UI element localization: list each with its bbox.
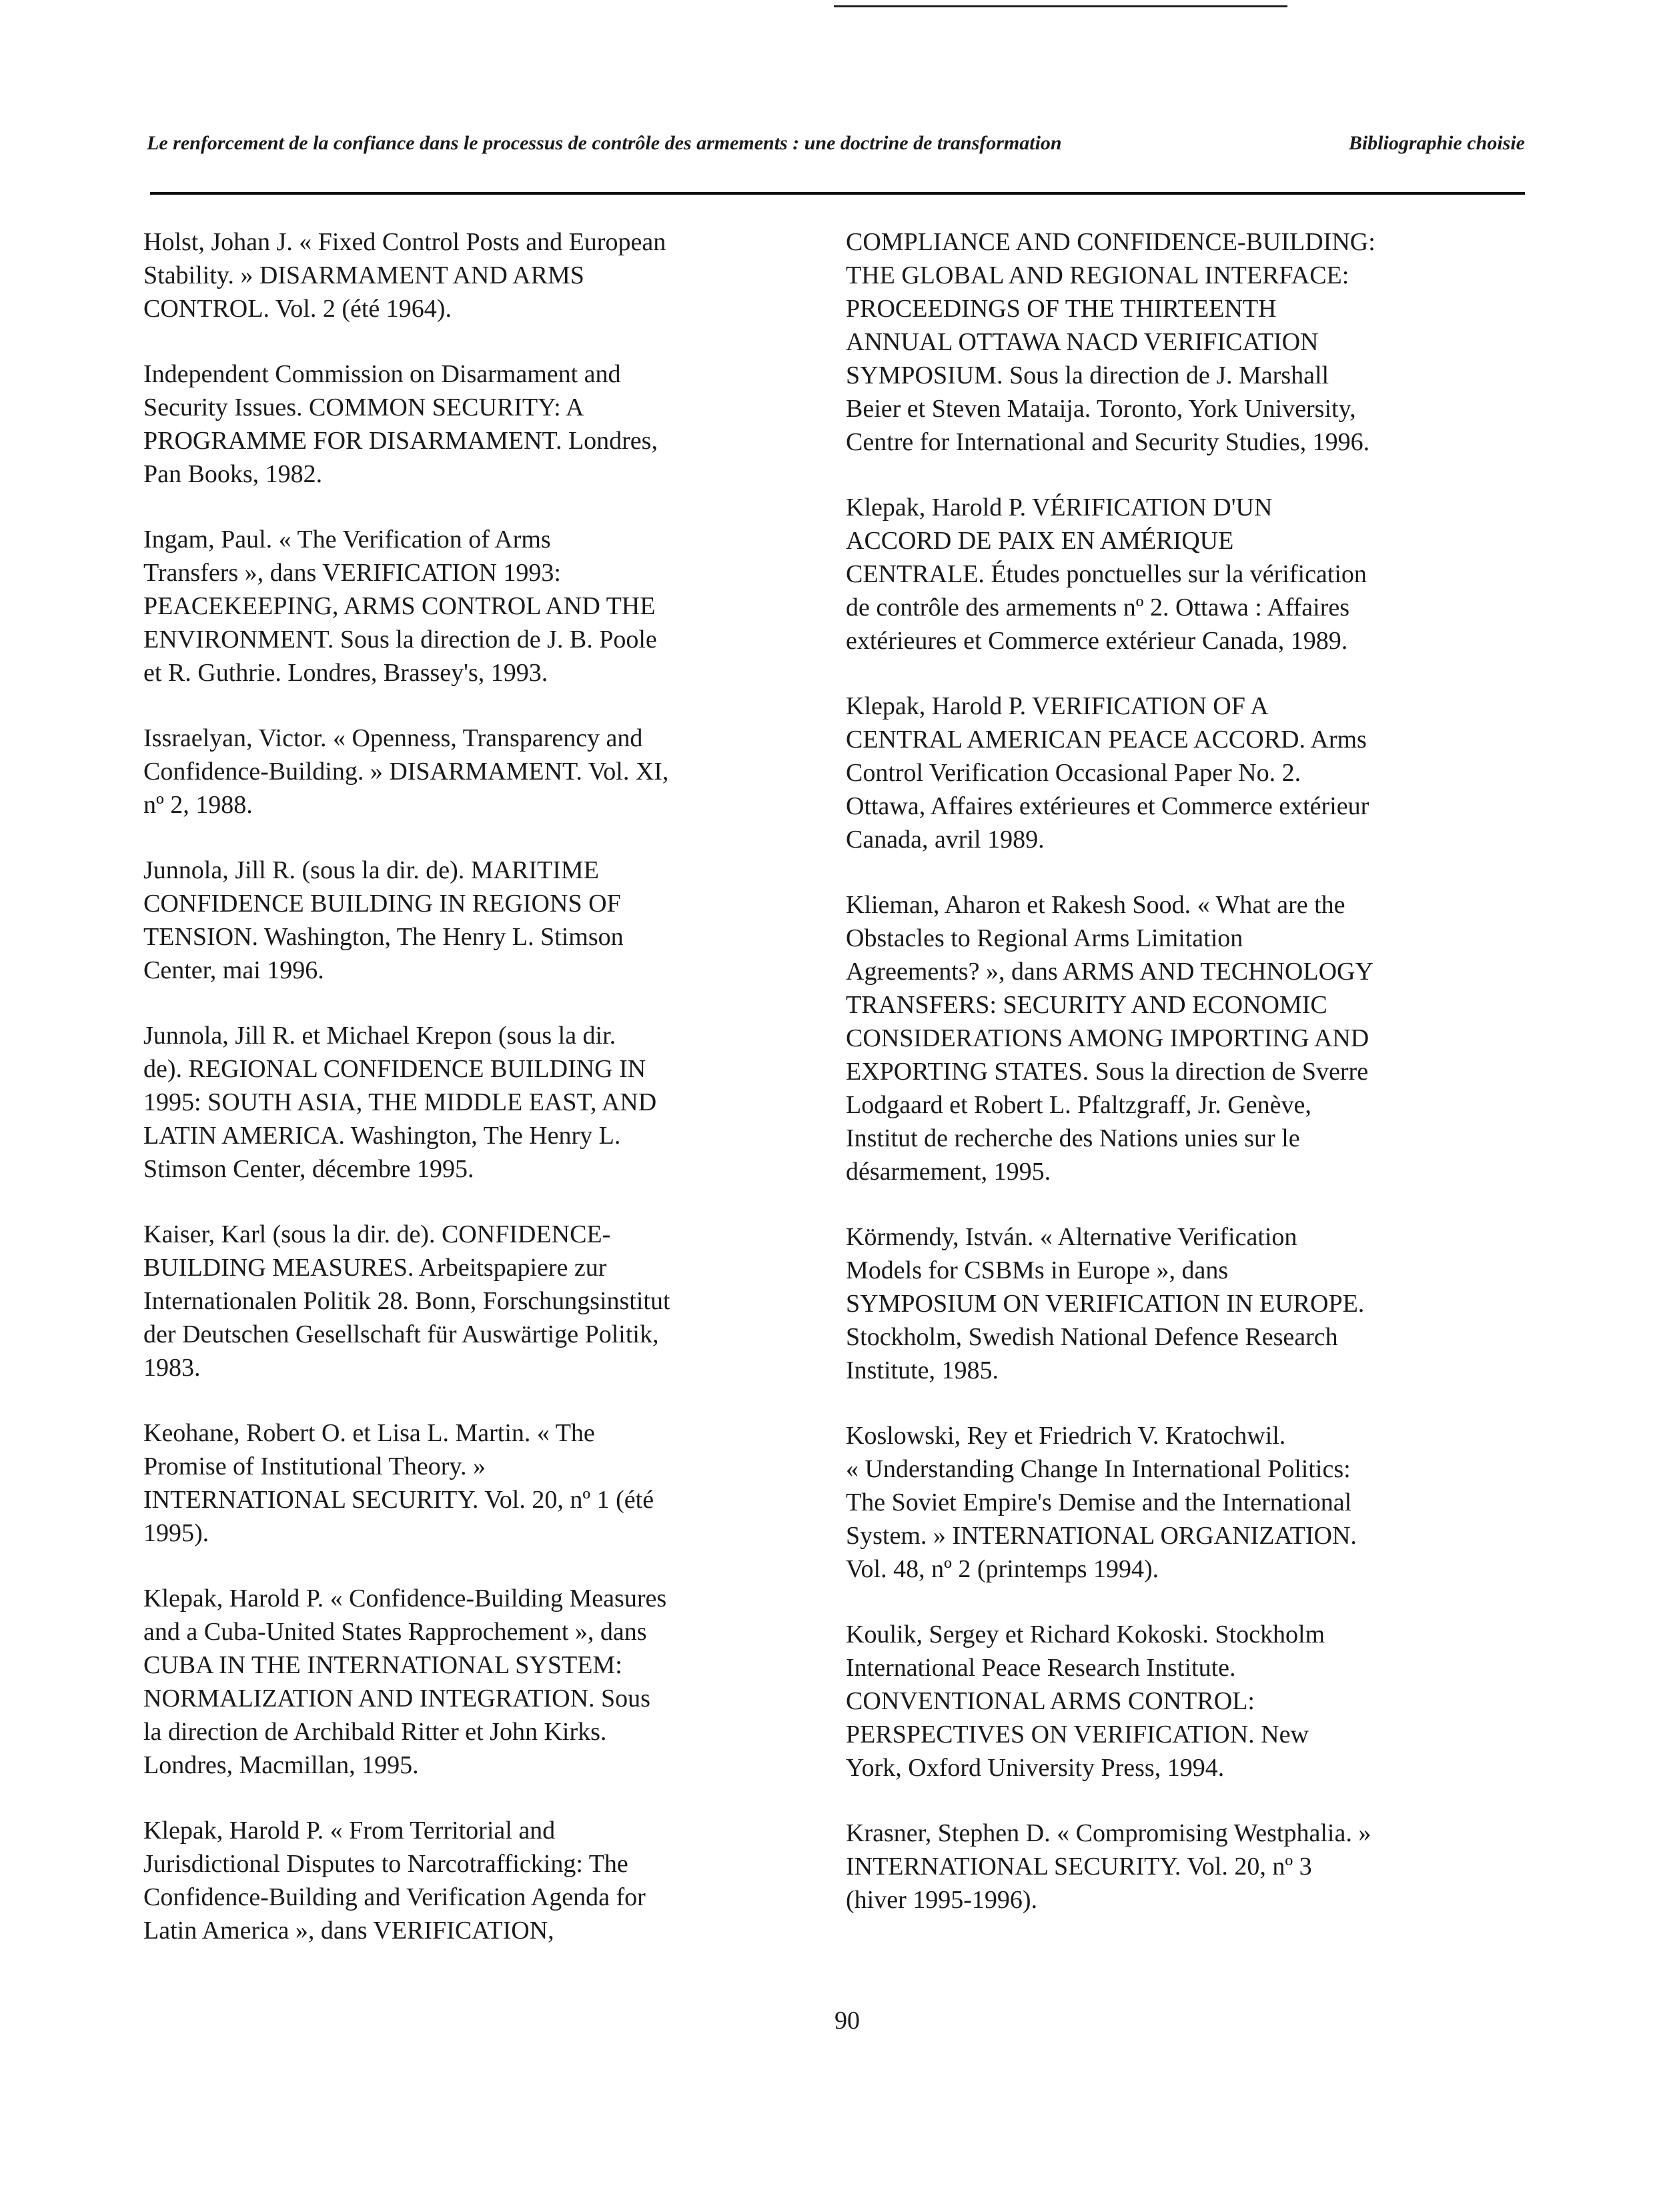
bibliography-entry: Kaiser, Karl (sous la dir. de). CONFIDENCE- BUILDING MEASURES. Arbeitspapiere zur Internationalen Politik 28. Bonn, Forschungsinstitut der Deutschen Gesellschaft für Auswärtige Politik, 1983. (143, 1220, 670, 1382)
bibliography-entry: Issraelyan, Victor. « Openness, Transparency and Confidence-Building. » DISARMAMENT. Vol. XI, nº 2, 1988. (143, 724, 669, 819)
bibliography-entry: Holst, Johan J. « Fixed Control Posts and European Stability. » DISARMAMENT AND ARMS CONTROL. Vol. 2 (été 1964). (143, 228, 666, 323)
bibliography-entry: Keohane, Robert O. et Lisa L. Martin. « The Promise of Institutional Theory. » INTERNATIONAL SECURITY. Vol. 20, nº 1 (été 1995). (143, 1419, 654, 1547)
running-header (147, 132, 1525, 165)
page-number: 90 (834, 2007, 860, 2035)
bibliography-entry: Ingam, Paul. « The Verification of Arms Transfers », dans VERIFICATION 1993: PEACEKEEPING, ARMS CONTROL AND THE ENVIRONMENT. Sous la direction de J. B. Poole et R. Guthrie. Londres, Brassey's, 1993. (143, 525, 657, 687)
bibliography-entry: Körmendy, István. « Alternative Verification Models for CSBMs in Europe », dans SYMPOSIUM ON VERIFICATION IN EUROPE. Stockholm, Swedish National Defence Research Institute, 1985. (846, 1223, 1365, 1384)
bibliography-entry: Junnola, Jill R. et Michael Krepon (sous la dir. de). REGIONAL CONFIDENCE BUILDING IN 1995: SOUTH ASIA, THE MIDDLE EAST, AND LATIN AMERICA. Washington, The Henry L. Stimson Center, décembre 1995. (143, 1022, 657, 1183)
top-edge-rule (834, 5, 1287, 7)
bibliography-entry: Koulik, Sergey et Richard Kokoski. Stockholm International Peace Research Institute. CONVENTIONAL ARMS CONTROL: PERSPECTIVES ON VERIFICATION. New York, Oxford University Press, 1994. (846, 1620, 1325, 1782)
header-title: Le renforcement de la confiance dans le processus de contrôle des armements : une doctrine de transformation (147, 132, 1062, 154)
right-column (846, 225, 1473, 1949)
header-section: Bibliographie choisie (1348, 132, 1525, 154)
bibliography-entry: Independent Commission on Disarmament and Security Issues. COMMON SECURITY: A PROGRAMME FOR DISARMAMENT. Londres, Pan Books, 1982. (143, 360, 658, 488)
bibliography-entry: COMPLIANCE AND CONFIDENCE-BUILDING: THE GLOBAL AND REGIONAL INTERFACE: PROCEEDINGS OF THE THIRTEENTH ANNUAL OTTAWA NACD VERIFICATION SYMPOSIUM. Sous la direction de J. Marshall Beier et Steven Mataija. Toronto, York University, Centre for International and Security Studies, 1996. (846, 228, 1375, 456)
bibliography-entry: Junnola, Jill R. (sous la dir. de). MARITIME CONFIDENCE BUILDING IN REGIONS OF TENSION. Washington, The Henry L. Stimson Center, mai 1996. (143, 856, 624, 984)
header-divider (150, 192, 1525, 195)
bibliography-entry: Klepak, Harold P. VÉRIFICATION D'UN ACCORD DE PAIX EN AMÉRIQUE CENTRALE. Études ponctuelles sur la vérification de contrôle des armements nº 2. Ottawa : Affaires extérieures et Commerce extérieur Canada, 1989. (846, 493, 1367, 655)
bibliography-entry: Klepak, Harold P. « From Territorial and Jurisdictional Disputes to Narcotrafficking: The Confidence-Building and Verification Agenda for Latin America », dans VERIFICATION, (143, 1817, 646, 1945)
left-column (143, 225, 770, 1979)
bibliography-entry: Klepak, Harold P. « Confidence-Building Measures and a Cuba-United States Rapprochement », dans CUBA IN THE INTERNATIONAL SYSTEM: NORMALIZATION AND INTEGRATION. Sous la direction de Archibald Ritter et John Kirks. Londres, Macmillan, 1995. (143, 1584, 667, 1779)
bibliography-entry: Krasner, Stephen D. « Compromising Westphalia. » INTERNATIONAL SECURITY. Vol. 20, nº 3 (hiver 1995-1996). (846, 1819, 1371, 1914)
bibliography-entry: Klepak, Harold P. VERIFICATION OF A CENTRAL AMERICAN PEACE ACCORD. Arms Control Verification Occasional Paper No. 2. Ottawa, Affaires extérieures et Commerce extérieur Canada, avril 1989. (846, 692, 1369, 854)
bibliography-entry: Koslowski, Rey et Friedrich V. Kratochwil. « Understanding Change In International Politics: The Soviet Empire's Demise and the International System. » INTERNATIONAL ORGANIZATION. Vol. 48, nº 2 (printemps 1994). (846, 1422, 1357, 1583)
bibliography-entry: Klieman, Aharon et Rakesh Sood. « What are the Obstacles to Regional Arms Limitation Agreements? », dans ARMS AND TECHNOLOGY TRANSFERS: SECURITY AND ECONOMIC CONSIDERATIONS AMONG IMPORTING AND EXPORTING STATES. Sous la direction de Sverre Lodgaard et Robert L. Pfaltzgraff, Jr. Genève, Institut de recherche des Nations unies sur le désarmement, 1995. (846, 891, 1373, 1186)
